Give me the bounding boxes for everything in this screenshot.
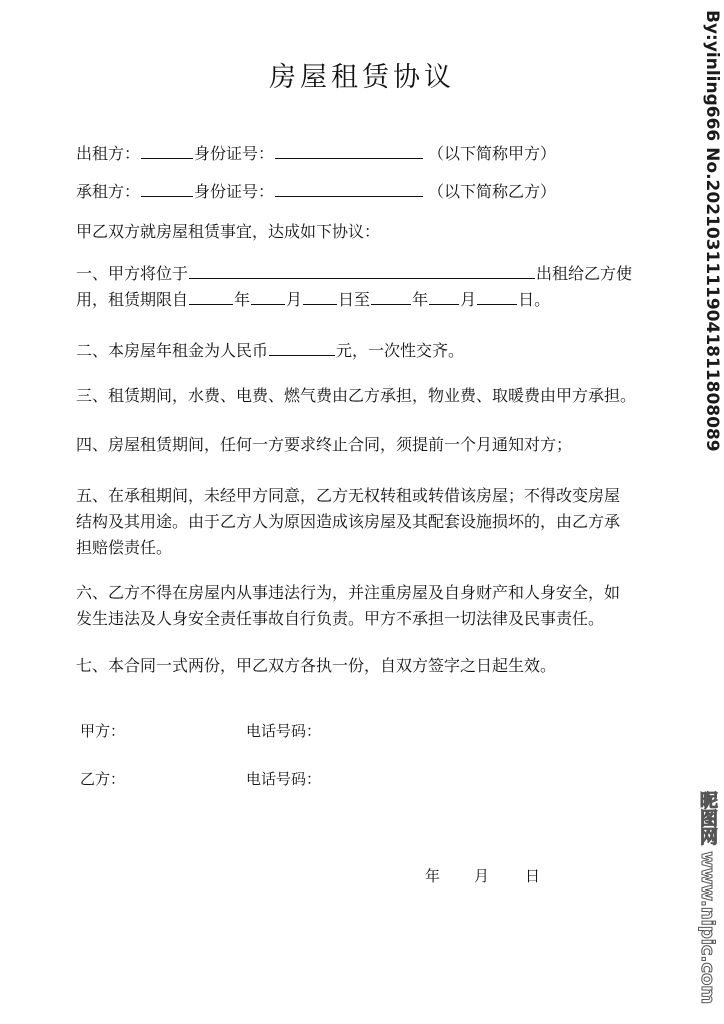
- party-b-label: 乙方：: [80, 770, 126, 788]
- clause-2-part-2: 元，一次性交齐。: [336, 341, 465, 360]
- watermark-id-text: By:yinling666 No.20210311119041811808089: [702, 10, 722, 452]
- intro-text: 甲乙双方就房屋租赁事宜，达成如下协议：: [76, 222, 381, 241]
- watermark-site-text: 昵图网 www.nipic.com: [697, 790, 718, 1004]
- lessor-label: 出租方：: [76, 144, 141, 163]
- clause-6-line-1: 六、乙方不得在房屋内从事违法行为，并注重房屋及自身财产和人身安全，如: [76, 583, 621, 602]
- clause-1: [76, 261, 651, 313]
- start-day-blank: [303, 288, 337, 305]
- clause-4: 四、房屋租赁期间，任何一方要求终止合同，须提前一个月通知对方；: [76, 435, 573, 454]
- clause-6-line-2: 发生违法及人身安全责任事故自行负责。甲方不承担一切法律及民事责任。: [76, 609, 605, 628]
- sign-month-label: 月: [474, 867, 490, 885]
- party-b-phone-label: 电话号码：: [246, 770, 322, 788]
- end-year-blank: [371, 288, 411, 305]
- end-day-label: 日。: [518, 290, 551, 309]
- start-year-blank: [189, 288, 233, 305]
- end-day-blank: [477, 288, 517, 305]
- clause-1-part-1: 一、甲方将位于: [76, 264, 189, 283]
- lessee-id-blank: [275, 180, 423, 197]
- clause-5-line-1: 五、在承租期间，未经甲方同意，乙方无权转租或转借该房屋；不得改变房屋: [76, 486, 621, 505]
- lessor-id-label: 身份证号：: [194, 144, 275, 163]
- clause-7: 七、本合同一式两份，甲乙双方各执一份，自双方签字之日起生效。: [76, 656, 557, 675]
- party-a-label: 甲方：: [80, 722, 126, 740]
- start-month-blank: [251, 288, 285, 305]
- sign-year-label: 年: [425, 867, 441, 885]
- clause-1-line-2: [76, 287, 651, 313]
- property-address-blank: [189, 262, 535, 279]
- start-month-label: 月: [286, 290, 303, 309]
- clause-2-part-1: 二、本房屋年租金为人民币: [76, 341, 269, 360]
- clause-2: [76, 339, 464, 361]
- lessee-suffix: （以下简称乙方）: [428, 182, 557, 201]
- rent-amount-blank: [269, 339, 335, 356]
- lessor-line: [76, 142, 556, 164]
- clause-6: [76, 580, 651, 632]
- clause-3: 三、租赁期间，水费、电费、燃气费由乙方承担，物业费、取暖费由甲方承担。: [76, 386, 637, 405]
- lessor-suffix: （以下简称甲方）: [428, 144, 557, 163]
- lessee-label: 承租方：: [76, 182, 141, 201]
- clause-5-line-3: 担赔偿责任。: [76, 538, 173, 557]
- document-title: 房屋租赁协议: [269, 62, 455, 93]
- sign-day-label: 日: [525, 867, 541, 885]
- clause-5: [76, 483, 651, 561]
- end-year-label: 年: [412, 290, 429, 309]
- lessor-id-blank: [275, 142, 423, 159]
- end-month-blank: [429, 288, 459, 305]
- clause-5-line-2: 结构及其用途。由于乙方人为原因造成该房屋及其配套设施损坏的，由乙方承: [76, 512, 621, 531]
- clause-1-part-2: 出租给乙方使: [536, 264, 633, 283]
- lessee-name-blank: [141, 180, 193, 197]
- lessor-name-blank: [141, 142, 193, 159]
- clause-1-part-3: 用，租赁期限自: [76, 290, 189, 309]
- clause-1-line-1: [76, 261, 651, 287]
- start-day-label: 日至: [338, 290, 371, 309]
- lessee-id-label: 身份证号：: [194, 182, 275, 201]
- end-month-label: 月: [460, 290, 477, 309]
- lessee-line: [76, 180, 556, 202]
- start-year-label: 年: [234, 290, 251, 309]
- party-a-phone-label: 电话号码：: [246, 722, 322, 740]
